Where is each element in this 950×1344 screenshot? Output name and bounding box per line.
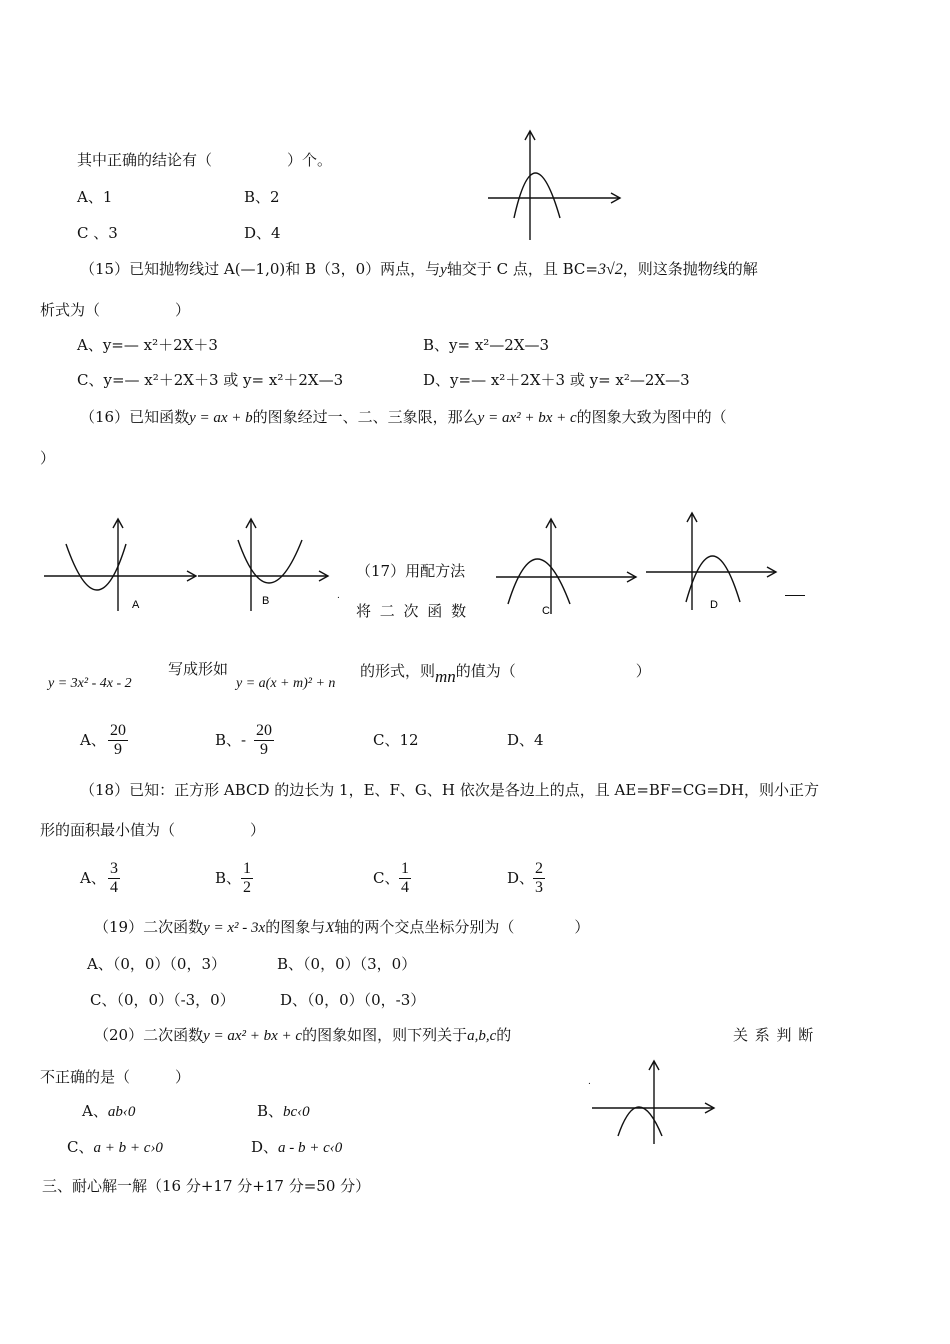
q18-option-c-fraction: $\frac{1}{4}$ [401,860,409,896]
q20-stem: （20）二次函数y = ax² + bx + c的图象如图，则下列关于a,b,c的 [94,1026,512,1044]
q19-option-d: D、（0，0）（0，-3） [280,991,426,1009]
q17-stem-c: 写成形如 [168,660,229,678]
q17-option-c: C、12 [373,731,419,749]
q20-parabola-graph [590,1058,720,1148]
q16-stem: （16）已知函数y = ax + b的图象经过一、二、三象限，那么y = ax² + bx + c的图象大致为图中的（ [80,408,727,426]
q16-graph-b-label: B [262,595,270,607]
q16-stem-line2: ） [40,449,56,467]
q20-option-b: B、bc‹0 [257,1102,310,1120]
q18-option-a-fraction: $\frac{3}{4}$ [110,860,118,896]
q18-stem-line1: （18）已知：正方形 ABCD 的边长为 1，E、F、G、H 依次是各边上的点，且 AE=BF=CG=DH，则小正方 [80,781,820,799]
q16-graph-d-label: D [710,599,718,611]
q14-stem: 其中正确的结论有（ ）个。 [77,151,333,169]
q14-parabola-graph [484,128,624,243]
q17-option-b-prefix: B、- [215,731,247,749]
q15-option-d: D、y=— x²＋2X＋3 或 y= x²—2X—3 [423,371,690,389]
q17-formula-1: y = 3x² - 4x - 2 [48,676,132,691]
q14-option-c: C 、3 [77,224,118,242]
q14-option-b: B、2 [244,188,280,206]
q17-option-a-fraction: $\frac{20}{9}$ [110,722,126,758]
small-dot: . [337,591,340,601]
q14-option-d: D、4 [244,224,281,242]
q17-formula-2: y = a(x + m)² + n [236,676,336,691]
q18-option-a-prefix: A、 [80,869,106,887]
q18-stem-line2: 形的面积最小值为（ ） [40,821,266,839]
q15-stem-line1: （15）已知抛物线过 A(—1,0)和 B（3，0）两点，与y轴交于 C 点，且 BC=3√2，则这条抛物线的解 [80,260,758,278]
trailing-dash [785,595,805,596]
q18-option-b-fraction: $\frac{1}{2}$ [243,860,251,896]
small-dot-2: . [588,1077,591,1087]
q19-option-c: C、（0，0）（-3，0） [90,991,235,1009]
q20-option-a: A、ab‹0 [82,1102,136,1120]
q16-graph-a-label: A [132,599,140,611]
q19-option-b: B、（0，0）（3，0） [277,955,417,973]
q20-stem-right: 关 系 判 断 [733,1026,815,1044]
q16-graph-c [494,514,644,624]
q15-option-a: A、y=— x²＋2X＋3 [77,336,218,354]
q15-stem-line2: 析式为（ ） [40,301,191,319]
q19-stem: （19）二次函数y = x² - 3x的图象与X轴的两个交点坐标分别为（ ） [94,918,590,936]
q17-option-b-fraction: $\frac{20}{9}$ [256,722,272,758]
section-3-heading: 三、耐心解一解（16 分+17 分+17 分=50 分） [42,1177,371,1195]
q17-option-d: D、4 [507,731,544,749]
q20-option-d: D、a - b + c‹0 [251,1138,343,1156]
q16-graph-d [644,510,784,620]
q18-option-c-prefix: C、 [373,869,400,887]
q16-graph-c-label: C [542,605,550,617]
q16-graph-b [196,516,336,616]
q18-option-d-fraction: $\frac{2}{3}$ [535,860,543,896]
q19-option-a: A、（0，0）（0，3） [87,955,227,973]
q18-option-d-prefix: D、 [507,869,535,887]
q20-stem-line2: 不正确的是（ ） [40,1068,191,1086]
q17-stem-d: 的形式，则mn的值为（ ） [360,662,651,686]
q14-option-a: A、1 [77,188,113,206]
q17-option-a-prefix: A、 [80,731,106,749]
q15-option-c: C、y=— x²＋2X＋3 或 y= x²＋2X—3 [77,371,344,389]
q18-option-b-prefix: B、 [215,869,242,887]
q16-graph-a [42,516,202,616]
q17-stem-b: 将 二 次 函 数 [356,602,469,620]
q20-option-c: C、a + b + c›0 [67,1138,163,1156]
q17-stem-a: （17）用配方法 [356,562,466,580]
q15-option-b: B、y= x²—2X—3 [423,336,550,354]
